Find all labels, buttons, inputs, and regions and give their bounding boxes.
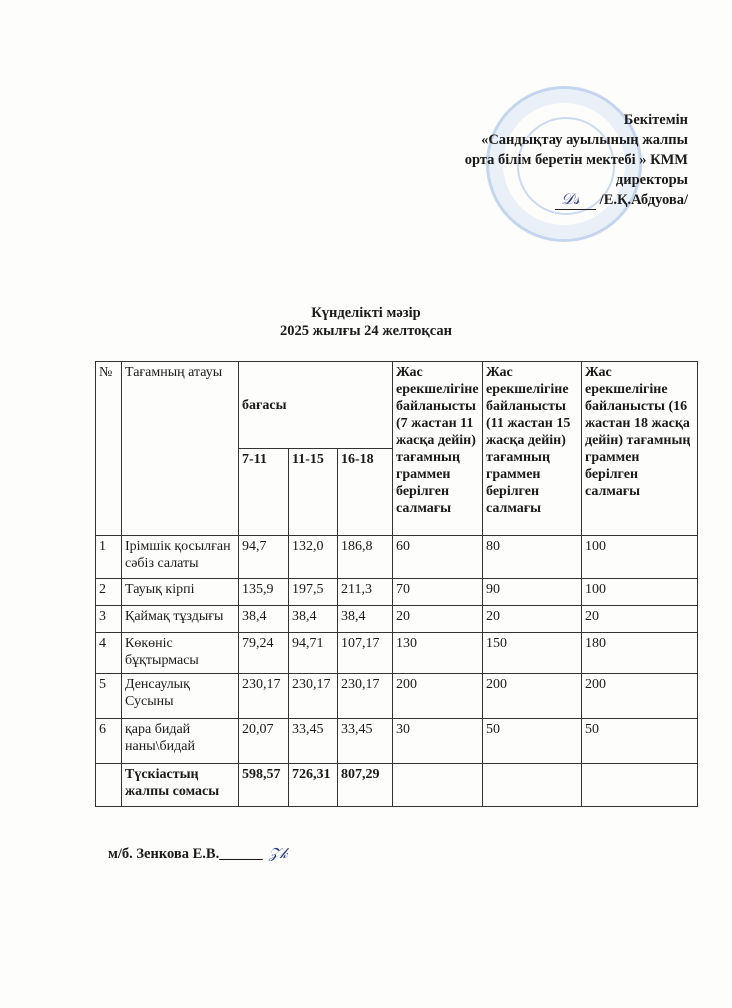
cell-num: 6 <box>96 719 122 764</box>
header-weight-7-11: Жас ерекшелігіне байланысты (7 жастан 11 жасқа дейін) тағамның граммен берілген салмағы <box>393 362 483 536</box>
cell-p3: 33,45 <box>338 719 393 764</box>
cell-g3: 100 <box>582 536 698 579</box>
menu-title: Күнделікті мәзір <box>311 305 421 321</box>
total-label: Түскіастың жалпы сомасы <box>122 764 239 807</box>
menu-date: 2025 жылғы 24 желтоқсан <box>280 323 452 339</box>
total-price-7-11: 598,57 <box>239 764 289 807</box>
approval-line: Бекітемін <box>623 112 688 128</box>
menu-table <box>95 361 698 807</box>
cell-g1: 70 <box>393 579 483 606</box>
director-name-line: 𝒟𝓈 /Е.Қ.Абдуова/ <box>465 190 688 210</box>
cell-p2: 38,4 <box>289 606 338 633</box>
cell-p3: 107,17 <box>338 633 393 674</box>
cell-g1: 20 <box>393 606 483 633</box>
footer-signature-mark: 𝒵𝓀 <box>268 846 288 862</box>
table-row <box>96 674 698 719</box>
cell-name: Ірімшік қосылған сәбіз салаты <box>122 536 239 579</box>
cell-g2: 50 <box>483 719 582 764</box>
cell-name: Қаймақ тұздығы <box>122 606 239 633</box>
approval-line: орта білім беретін мектебі » КММ <box>464 152 688 168</box>
cell-g3: 100 <box>582 579 698 606</box>
cell-p1: 79,24 <box>239 633 289 674</box>
cell-num: 4 <box>96 633 122 674</box>
table-row <box>96 633 698 674</box>
header-price-11-15: 11-15 <box>289 449 338 536</box>
director-name: Е.Қ.Абдуова <box>603 192 684 208</box>
table-row <box>96 579 698 606</box>
cell-p3: 186,8 <box>338 536 393 579</box>
cell-g3: 180 <box>582 633 698 674</box>
cell-p1: 135,9 <box>239 579 289 606</box>
approval-line: директоры <box>615 172 688 188</box>
header-name: Тағамның атауы <box>122 362 239 536</box>
header-num: № <box>96 362 122 536</box>
cell-num: 3 <box>96 606 122 633</box>
header-price-16-18: 16-18 <box>338 449 393 536</box>
cell-g1: 130 <box>393 633 483 674</box>
header-weight-11-15: Жас ерекшелігіне байланысты (11 жастан 15 жасқа дейін) тағамның граммен берілген салмағы <box>483 362 582 536</box>
cell-p2: 33,45 <box>289 719 338 764</box>
cell-g1: 30 <box>393 719 483 764</box>
cell-p3: 38,4 <box>338 606 393 633</box>
cell-p3: 211,3 <box>338 579 393 606</box>
header-weight-16-18: Жас ерекшелігіне байланысты (16 жастан 18 жасқа дейін) тағамның граммен берілген салмағы <box>582 362 698 536</box>
cell-num: 5 <box>96 674 122 719</box>
cell-p3: 230,17 <box>338 674 393 719</box>
total-price-11-15: 726,31 <box>289 764 338 807</box>
cell-name: Тауық кірпі <box>122 579 239 606</box>
cell-name: Көкөніс бұқтырмасы <box>122 633 239 674</box>
cell-name: қара бидай наны\бидай <box>122 719 239 764</box>
total-row <box>96 764 698 807</box>
table-row <box>96 719 698 764</box>
cell-p1: 38,4 <box>239 606 289 633</box>
footer-text: м/б. Зенкова Е.В.______ <box>108 846 263 862</box>
cell-num: 1 <box>96 536 122 579</box>
cell-g2: 150 <box>483 633 582 674</box>
approval-line: «Сандықтау ауылының жалпы <box>481 132 688 148</box>
cell-g1: 60 <box>393 536 483 579</box>
cell-g2: 90 <box>483 579 582 606</box>
table-row <box>96 606 698 633</box>
cell-g1: 200 <box>393 674 483 719</box>
approval-block <box>465 110 688 210</box>
cell-p1: 230,17 <box>239 674 289 719</box>
total-price-16-18: 807,29 <box>338 764 393 807</box>
footer-signature <box>108 846 288 863</box>
cell-g2: 20 <box>483 606 582 633</box>
cell-p2: 230,17 <box>289 674 338 719</box>
table-row <box>96 536 698 579</box>
cell-p2: 132,0 <box>289 536 338 579</box>
cell-p1: 94,7 <box>239 536 289 579</box>
cell-p2: 197,5 <box>289 579 338 606</box>
header-price-7-11: 7-11 <box>239 449 289 536</box>
cell-p1: 20,07 <box>239 719 289 764</box>
cell-p2: 94,71 <box>289 633 338 674</box>
cell-g3: 50 <box>582 719 698 764</box>
cell-g3: 20 <box>582 606 698 633</box>
cell-g2: 80 <box>483 536 582 579</box>
cell-g3: 200 <box>582 674 698 719</box>
director-signature: 𝒟𝓈 <box>555 191 596 210</box>
cell-num: 2 <box>96 579 122 606</box>
cell-name: Денсаулық Сусыны <box>122 674 239 719</box>
header-price: бағасы <box>239 362 393 449</box>
cell-g2: 200 <box>483 674 582 719</box>
